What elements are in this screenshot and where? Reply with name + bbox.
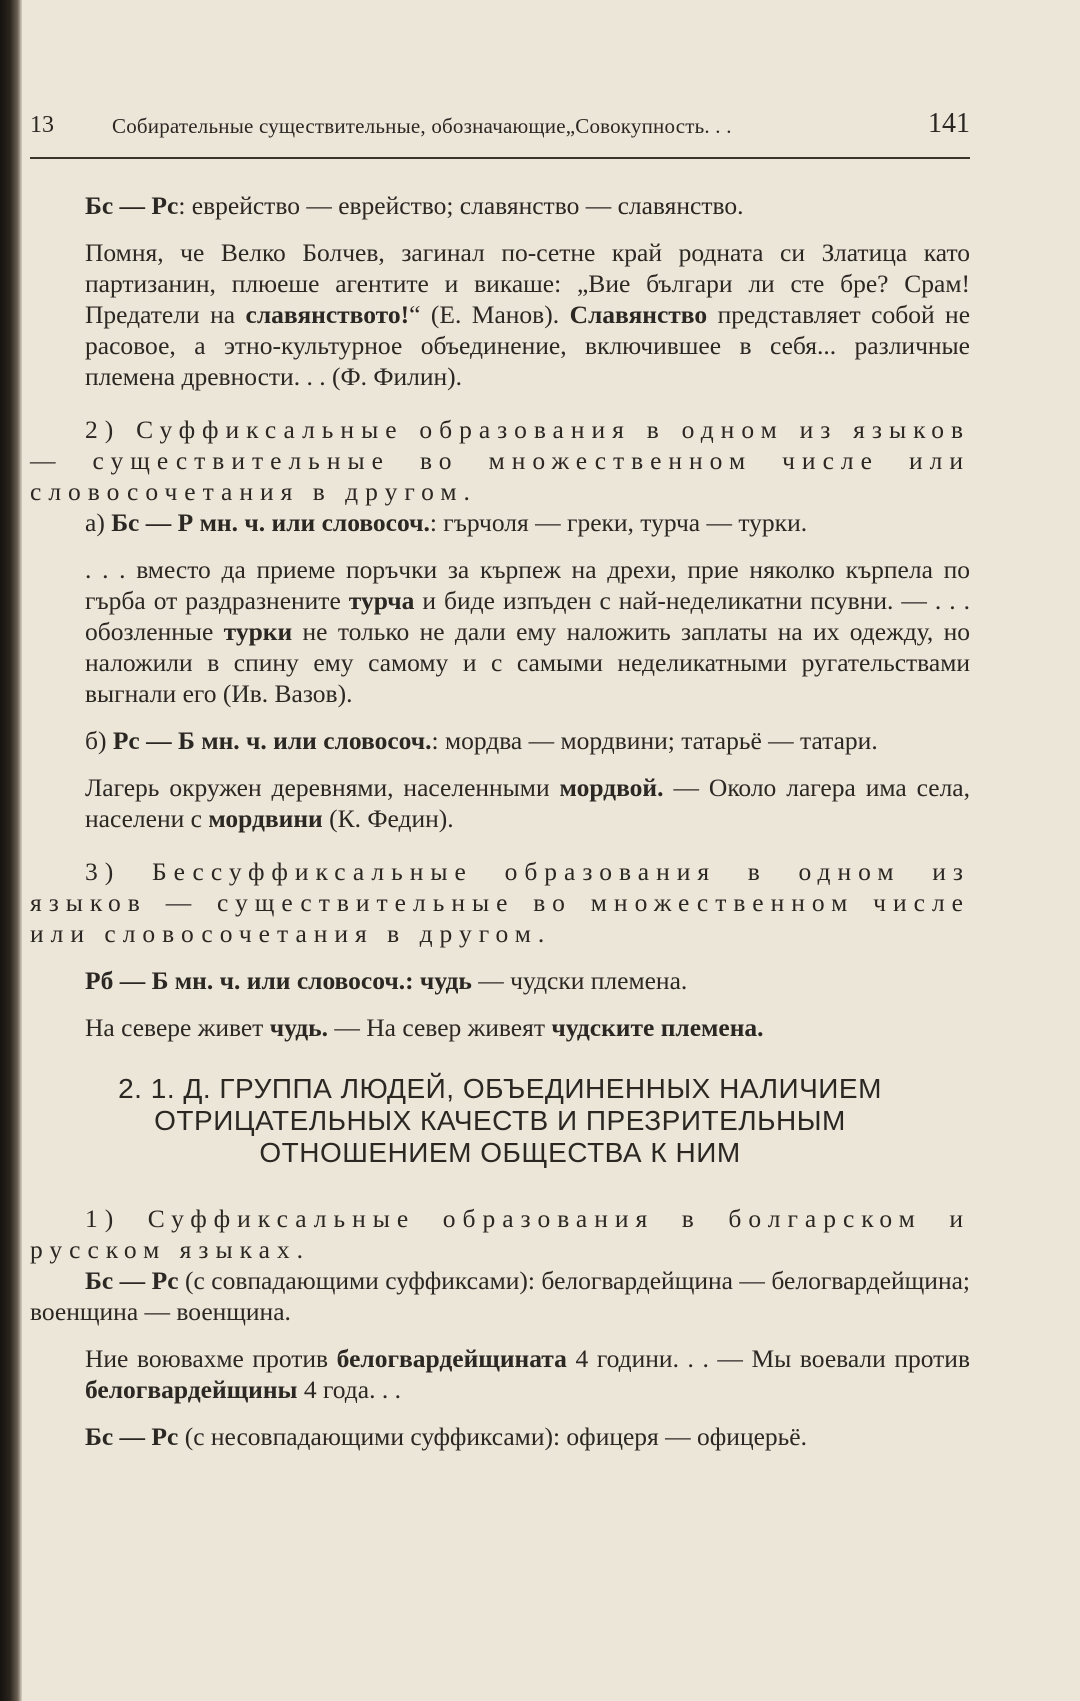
book-page: [30, 0, 1040, 1701]
paragraph-1: Бс — Рс: еврейство — еврейство; славянство — славянство.: [85, 191, 744, 220]
section-title: 2. 1. Д. ГРУППА ЛЮДЕЙ, ОБЪЕДИНЕННЫХ НАЛИЧИЕМ ОТРИЦАТЕЛЬНЫХ КАЧЕСТВ И ПРЕЗРИТЕЛЬНЫМ ОТНОШЕНИЕМ ОБЩЕСТВА К НИМ: [118, 1073, 882, 1168]
paragraph-bs-rs-2: Бс — Рс (с несовпадающими суффиксами): офицеря — офицерьё.: [85, 1422, 807, 1451]
paragraph-a: а) Бс — Р мн. ч. или словосоч.: гърчоля — греки, турча — турки.: [85, 508, 808, 537]
example-quote-5: Ние воювахме против белогвардейщината 4 години. . . — Мы воевали против белогвардейщины 4 года. . .: [85, 1344, 970, 1404]
paragraph-b: б) Рс — Б мн. ч. или словосоч.: мордва — мордвини; татарьё — татари.: [85, 726, 878, 755]
paragraph-rb: Рб — Б мн. ч. или словосоч.: чудь — чудски племена.: [85, 966, 688, 995]
running-title: Собирательные существительные, обозначающие„Совокупность. . .: [112, 114, 732, 138]
chapter-number: 13: [30, 112, 54, 138]
example-quote-4: На севере живет чудь. — На север живеят чудските племена.: [85, 1013, 764, 1042]
page-body: [30, 190, 970, 1452]
paragraph-bs-rs-1: Бс — Рс (с совпадающими суффиксами): белогвардейщина — белогвардейщина; военщина — военщина.: [30, 1266, 970, 1326]
subsection-1-heading: 1) Суффиксальные образования в болгарском и русском языках.: [30, 1204, 970, 1264]
page-number: 141: [928, 108, 970, 139]
book-spine-shadow: [0, 0, 22, 1701]
example-quote-2: . . . вместо да приеме поръчки за кърпеж на дрехи, прие няколко кърпела по гърба от раздразнените турча и биде изпъден с най-неделикатни псувни. — . . . обозленные турки не только не дали ему наложить заплаты на их одежду, но наложили в спину ему самому и с самыми неделикатными ругательствами выгнали его (Ив. Вазов).: [85, 555, 971, 708]
example-quote-3: Лагерь окружен деревнями, населенными мордвой. — Около лагера има села, населени с мордвини (К. Федин).: [85, 773, 970, 833]
subsection-2-heading: 2) Суффиксальные образования в одном из языков — существительные во множественном числе или словосочетания в другом.: [30, 415, 970, 506]
example-quote-1: Помня, че Велко Болчев, загинал по-сетне край родната си Златица като партизанин, плюеше агентите и викаше: „Вие българи ли сте бре? Срам! Предатели на славянството!“ (Е. Манов). Славянство представляет собой не расовое, а этно-культурное объединение, включившее в себя... различные племена древности. . . (Ф. Филин).: [85, 238, 971, 391]
running-header: [30, 106, 970, 146]
header-rule: [30, 157, 970, 159]
subsection-3-heading: 3) Бессуффиксальные образования в одном из языков — существительные во множественном числе или словосочетания в другом.: [30, 857, 970, 948]
